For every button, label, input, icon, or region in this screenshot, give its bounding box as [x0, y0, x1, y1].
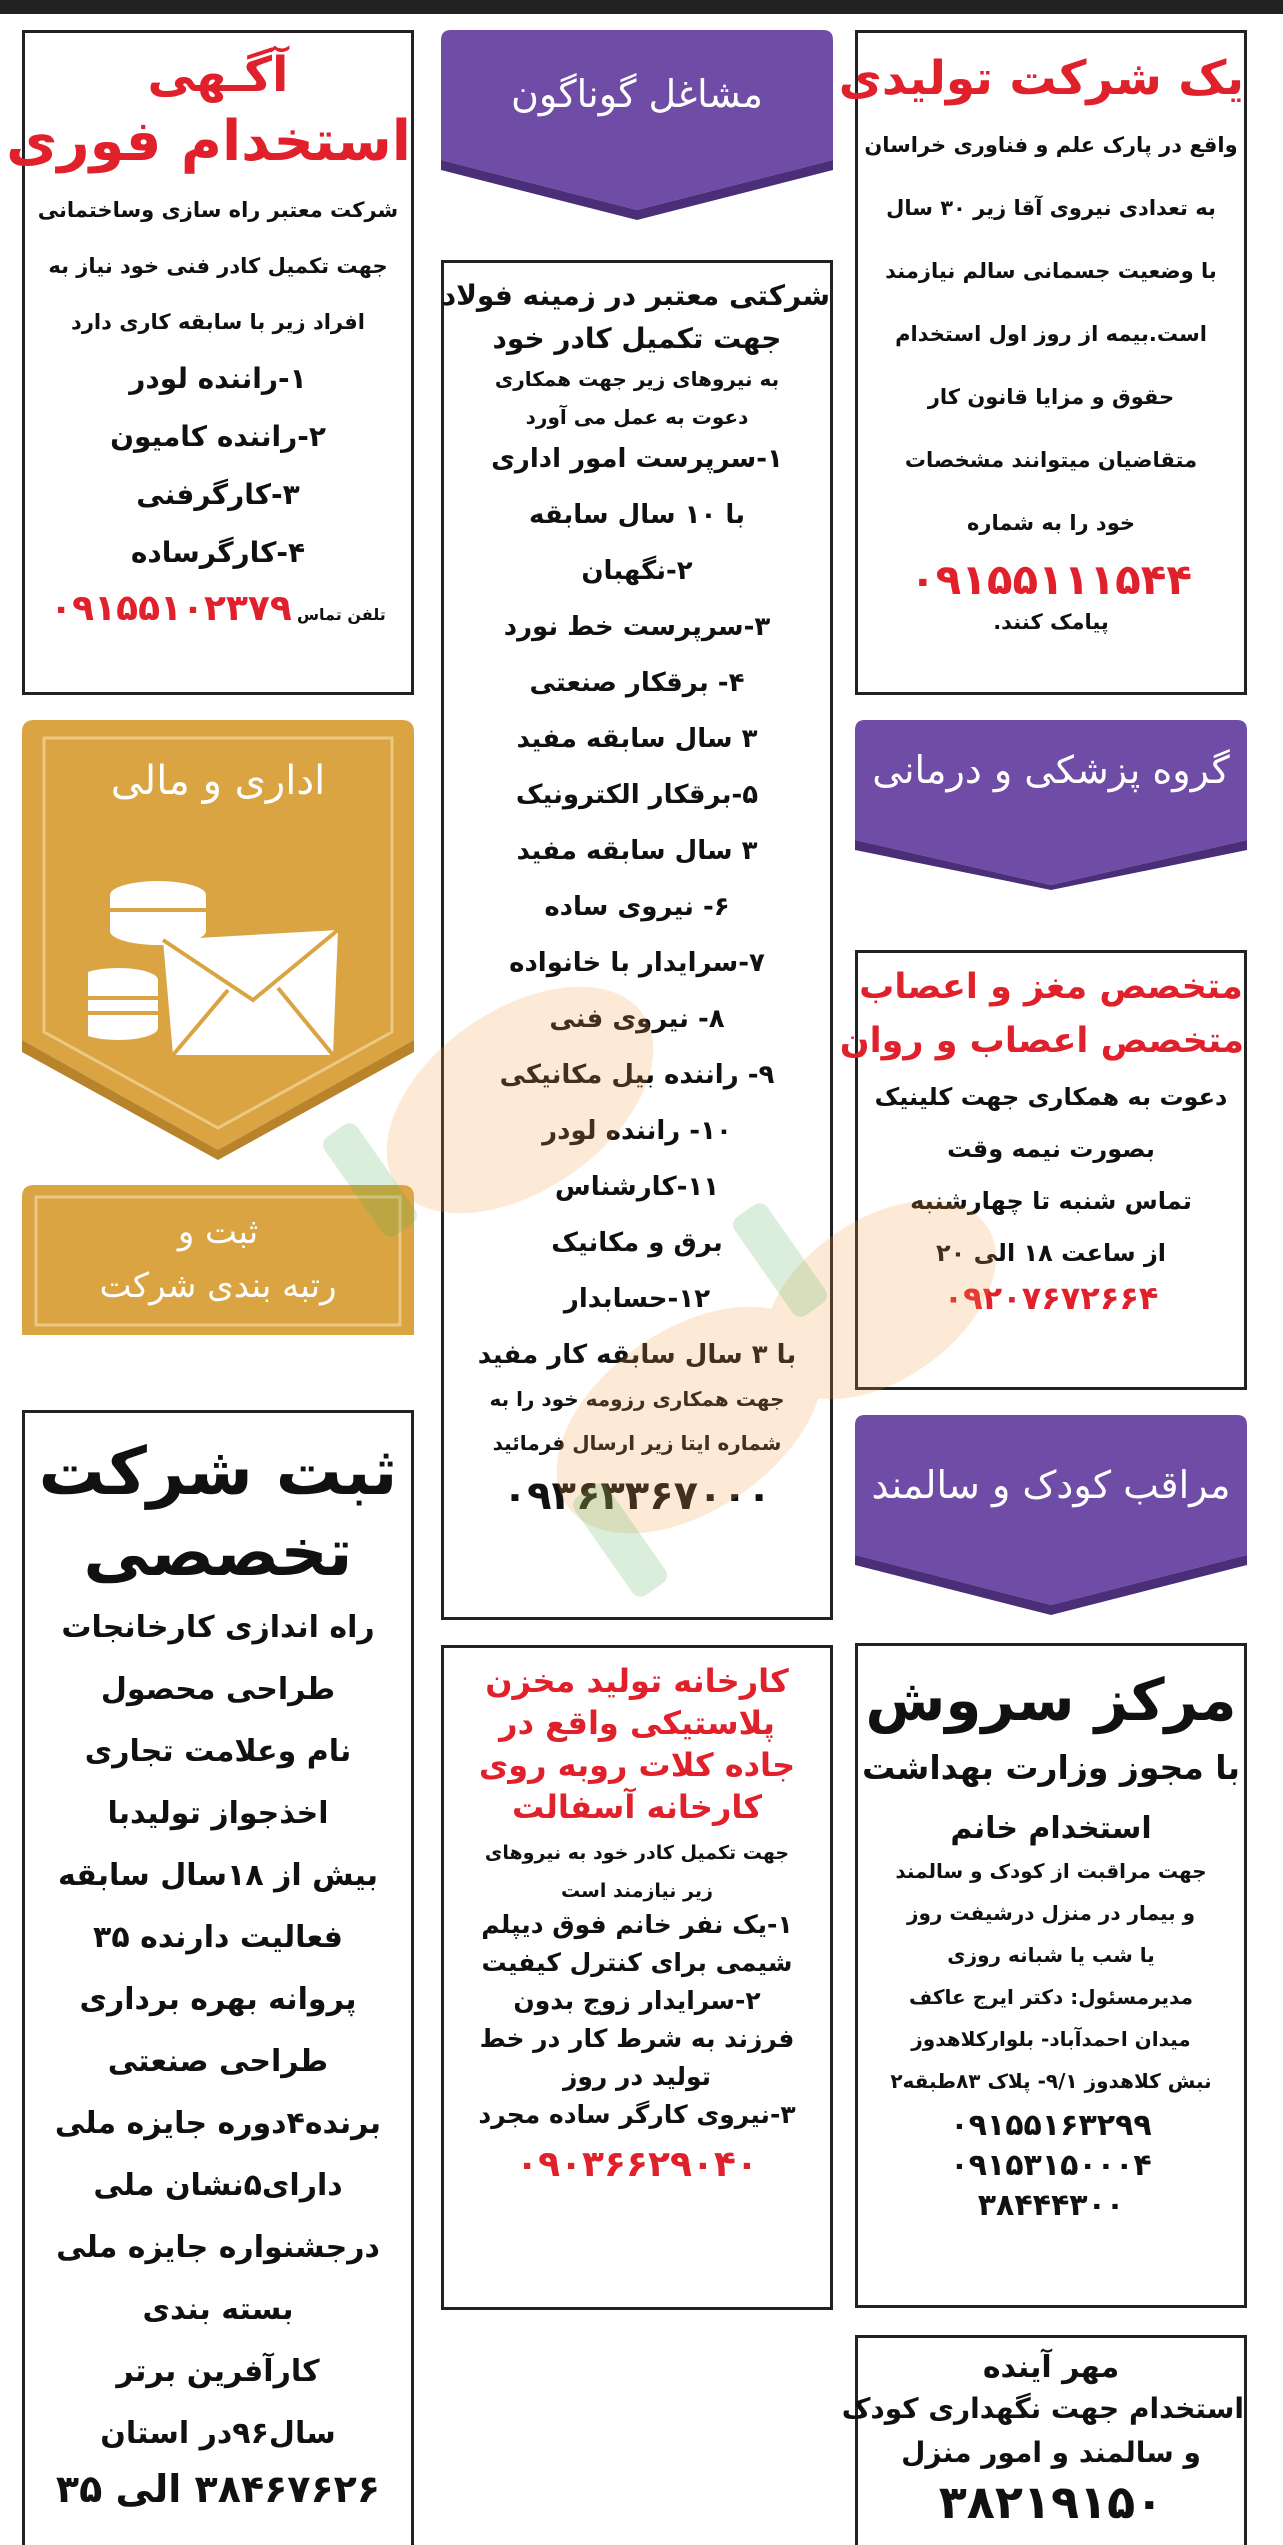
- ad-line: و سالمند و امور منزل: [901, 2436, 1201, 2469]
- ad-line: نام وعلامت تجاری: [84, 1734, 352, 1769]
- banner-label: [22, 1205, 414, 1313]
- ad-company-registration: [22, 1410, 414, 2545]
- ad-body: [858, 114, 1244, 555]
- job-item: شیمی برای کنترل کیفیت: [481, 1948, 793, 1977]
- ad-title: آگـهی: [147, 47, 289, 103]
- job-item: ۹- راننده بیل مکانیکی: [499, 1060, 775, 1090]
- ad-line: استخدام جهت نگهداری کودک: [841, 2392, 1244, 2425]
- ad-title: استخدام فوری: [6, 109, 411, 174]
- ad-title-line: کارخانه تولید مخزن: [485, 1662, 789, 1700]
- ad-line: نبش کلاهدوز ۹/۱- پلاک ۸۳طبقه۲: [890, 2069, 1212, 2093]
- job-item: ۱۱-کارشناس: [554, 1172, 720, 1202]
- ad-line: یا شب یا شبانه روزی: [947, 1943, 1155, 1967]
- ad-subtitle: با مجوز وزارت بهداشت: [861, 1748, 1241, 1787]
- phone-row: [25, 588, 411, 629]
- phone-number: ۰۹۱۵۳۱۵۰۰۰۴: [950, 2148, 1152, 2183]
- job-item: ۴-کارگرساده: [130, 536, 306, 569]
- banner-label-line: ثبت و: [177, 1212, 259, 1252]
- phone-number: ۰۹۱۵۵۱۶۳۲۹۹: [950, 2108, 1152, 2143]
- banner-label: گروه پزشکی و درمانی: [872, 748, 1230, 792]
- ad-line: برنده۴دوره جایزه ملی: [54, 2106, 382, 2141]
- phone-number: ۰۹۱۵۵۱۰۲۳۷۹: [50, 588, 292, 629]
- ad-title: متخصص مغز و اعصاب: [859, 967, 1243, 1007]
- phone-number: ۳۸۲۱۹۱۵۰: [938, 2475, 1164, 2529]
- ad-line: فعالیت دارنده ۳۵: [93, 1920, 343, 1955]
- ad-line: و بیمار در منزل درشیفت روز: [906, 1901, 1196, 1925]
- category-banner-misc: [441, 30, 833, 220]
- job-list: [25, 350, 411, 582]
- job-item: ۳-سرپرست خط نورد: [503, 612, 771, 642]
- category-banner-medical: [855, 720, 1247, 890]
- ad-line: درجشنواره جایزه ملی: [56, 2230, 380, 2265]
- ad-line: جهت مراقبت از کودک و سالمند: [895, 1859, 1207, 1883]
- ad-soroush-center: [855, 1643, 1247, 2308]
- job-item: ۳-نیروی کارگر ساده مجرد: [478, 2100, 796, 2129]
- phone-list: [858, 2106, 1244, 2226]
- ad-title: تخصصی: [83, 1514, 353, 1591]
- job-item: ۱۲-حسابدار: [563, 1284, 711, 1314]
- ad-title: متخصص اعصاب و روان: [839, 1021, 1244, 1061]
- phone-number: ۰۹۱۵۵۱۱۱۵۴۴: [910, 555, 1192, 604]
- ad-line: واقع در پارک علم و فناوری خراسان: [864, 133, 1238, 157]
- job-item: ۱-سرپرست امور اداری: [491, 444, 783, 474]
- ad-title: مهر آینده: [982, 2350, 1120, 2385]
- ad-production-company: [838, 30, 1247, 695]
- ad-heading: استخدام خانم: [950, 1811, 1152, 1846]
- category-banner-admin: [22, 720, 414, 1160]
- banner-shape: [855, 720, 1247, 890]
- ad-body: [858, 1850, 1244, 2102]
- job-item: ۶- نیروی ساده: [544, 892, 730, 922]
- ad-line: راه اندازی کارخانجات: [61, 1610, 375, 1645]
- ad-line: شرکت معتبر راه سازی وساختمانی: [37, 198, 399, 222]
- ad-line: است.بیمه از روز اول استخدام: [895, 322, 1207, 346]
- ad-title-line: جاده کلات روبه روی: [478, 1746, 796, 1784]
- job-item: ۸- نیروی فنی: [549, 1004, 725, 1034]
- category-banner-register: [22, 1185, 414, 1345]
- ad-body: [841, 2387, 1244, 2475]
- ad-title: جهت تکمیل کادر خود: [492, 322, 782, 355]
- ad-line: بصورت نیمه وقت: [947, 1135, 1155, 1163]
- job-item: ۱-راننده لودر: [129, 362, 307, 395]
- phone-number: ۳۸۴۴۴۳۰۰: [977, 2188, 1125, 2223]
- job-item: ۳ سال سابقه مفید: [516, 724, 758, 754]
- banner-shape: [855, 1415, 1247, 1615]
- job-item: با ۱۰ سال سابقه: [529, 500, 745, 530]
- ad-line: جهت تکمیل کادر فنی خود نیاز به: [48, 254, 388, 278]
- ad-intro: جهت تکمیل کادر خود به نیروهای: [484, 1842, 790, 1864]
- banner-label: مشاغل گوناگون: [510, 72, 764, 116]
- ad-line: متقاضیان میتوانند مشخصات: [904, 448, 1198, 472]
- job-item: ۴- برقکار صنعتی: [529, 668, 745, 698]
- ad-line: از ساعت ۱۸ الی ۲۰: [936, 1239, 1166, 1267]
- ad-body: [858, 1071, 1244, 1279]
- ad-line: دعوت به همکاری جهت کلینیک: [874, 1083, 1228, 1111]
- ad-intro: زیر نیازمند است: [561, 1880, 713, 1902]
- job-item: ۲-راننده کامیون: [110, 420, 326, 453]
- banner-label-line: رتبه بندی شرکت: [99, 1266, 337, 1306]
- job-item: ۲-سرایدار زوج بدون: [513, 1986, 761, 2015]
- ad-line: به تعدادی نیروی آقا زیر ۳۰ سال: [886, 196, 1216, 220]
- ad-line: حقوق و مزایا قانون کار: [927, 385, 1175, 409]
- job-item: ۲-نگهبان: [581, 556, 693, 586]
- ad-line: طراحی محصول: [100, 1672, 336, 1707]
- job-list: [444, 431, 830, 1383]
- ad-outro: جهت همکاری رزومه خود را به: [489, 1387, 785, 1411]
- job-item: برق و مکانیک: [551, 1228, 723, 1258]
- banner-shape: [441, 30, 833, 220]
- ad-line: میدان احمدآباد- بلوارکلاهدوز: [911, 2027, 1191, 2051]
- job-item: ۱-یک نفر خانم فوق دیپلم: [481, 1910, 793, 1939]
- phone-number: ۰۹۳۶۳۳۶۷۰۰۰: [502, 1473, 772, 1519]
- job-item: ۵-برقکار الکترونیک: [515, 780, 759, 810]
- ad-line: خود را به شماره: [966, 511, 1136, 535]
- job-item: با ۳ سال سابقه کار مفید: [477, 1340, 797, 1370]
- ad-intro: دعوت به عمل می آورد: [525, 405, 749, 429]
- banner-label: مراقب کودک و سالمند: [871, 1463, 1231, 1507]
- phone-label: تلفن تماس: [296, 605, 386, 624]
- ad-line: دارای۵نشان ملی: [93, 2168, 343, 2203]
- job-item: ۱۰- راننده لودر: [542, 1116, 732, 1146]
- ad-line: بسته بندی: [142, 2292, 294, 2327]
- ad-title-line: کارخانه آسفالت: [511, 1788, 763, 1826]
- ad-line: پروانه بهره برداری: [79, 1982, 357, 2017]
- ad-title: ثبت شرکت: [38, 1433, 398, 1510]
- ad-title: [444, 1660, 830, 1828]
- ad-line: طراحی صنعتی: [107, 2044, 329, 2079]
- ad-title: یک شرکت تولیدی: [838, 51, 1244, 106]
- job-item: تولید در روز: [562, 2062, 712, 2091]
- ad-plastic-tank-factory: [441, 1645, 833, 2310]
- ad-intro: به نیروهای زیر جهت همکاری: [494, 367, 780, 391]
- ad-title: شرکتی معتبر در زمینه فولاد: [441, 279, 830, 312]
- ad-body: [25, 182, 411, 350]
- ad-title: مرکز سروش: [865, 1666, 1237, 1734]
- ad-body: [25, 1597, 411, 2465]
- ad-line: بیش از ۱۸سال سابقه: [57, 1858, 379, 1893]
- phone-number: ۰۹۲۰۷۶۷۲۶۶۴: [943, 1279, 1159, 1317]
- top-border-bar: [0, 0, 1283, 14]
- ad-urgent-hiring: [6, 30, 414, 695]
- ad-neurology-specialist: [839, 950, 1247, 1390]
- ad-line: تماس شنبه تا چهارشنبه: [910, 1187, 1192, 1215]
- phone-number: ۰۹۰۳۶۶۲۹۰۴۰: [516, 2144, 758, 2185]
- coins-envelope-icon: [88, 870, 348, 1060]
- ad-mehr-ayandeh: [841, 2335, 1247, 2545]
- ad-title-line: پلاستیکی واقع در: [499, 1704, 775, 1742]
- banner-label: اداری و مالی: [110, 758, 326, 804]
- ad-steel-company: [441, 260, 833, 1620]
- phone-number: ۳۸۴۶۷۶۲۶ الی ۳۵: [55, 2467, 381, 2511]
- ad-footer: پیامک کنند.: [993, 610, 1109, 634]
- ad-line: با وضعیت جسمانی سالم نیازمند: [885, 259, 1217, 283]
- ad-line: اخذجواز تولیدبا: [107, 1796, 329, 1831]
- job-item: ۳ سال سابقه مفید: [516, 836, 758, 866]
- category-banner-care: [855, 1415, 1247, 1615]
- job-list: [444, 1906, 830, 2134]
- ad-outro: شماره ایتا زیر ارسال فرمائید: [492, 1431, 782, 1455]
- job-item: فرزند به شرط کار در خط: [479, 2024, 795, 2053]
- ad-line: مدیرمسئول: دکتر ایرج عاکف: [909, 1985, 1193, 2009]
- ad-line: افراد زیر با سابقه کاری دارد: [71, 310, 365, 334]
- ad-line: سال۹۶در استان: [100, 2416, 336, 2451]
- job-item: ۳-کارگرفنی: [136, 478, 300, 511]
- ad-line: کارآفرین برتر: [116, 2354, 320, 2389]
- job-item: ۷-سرایدار با خانواده: [509, 948, 765, 978]
